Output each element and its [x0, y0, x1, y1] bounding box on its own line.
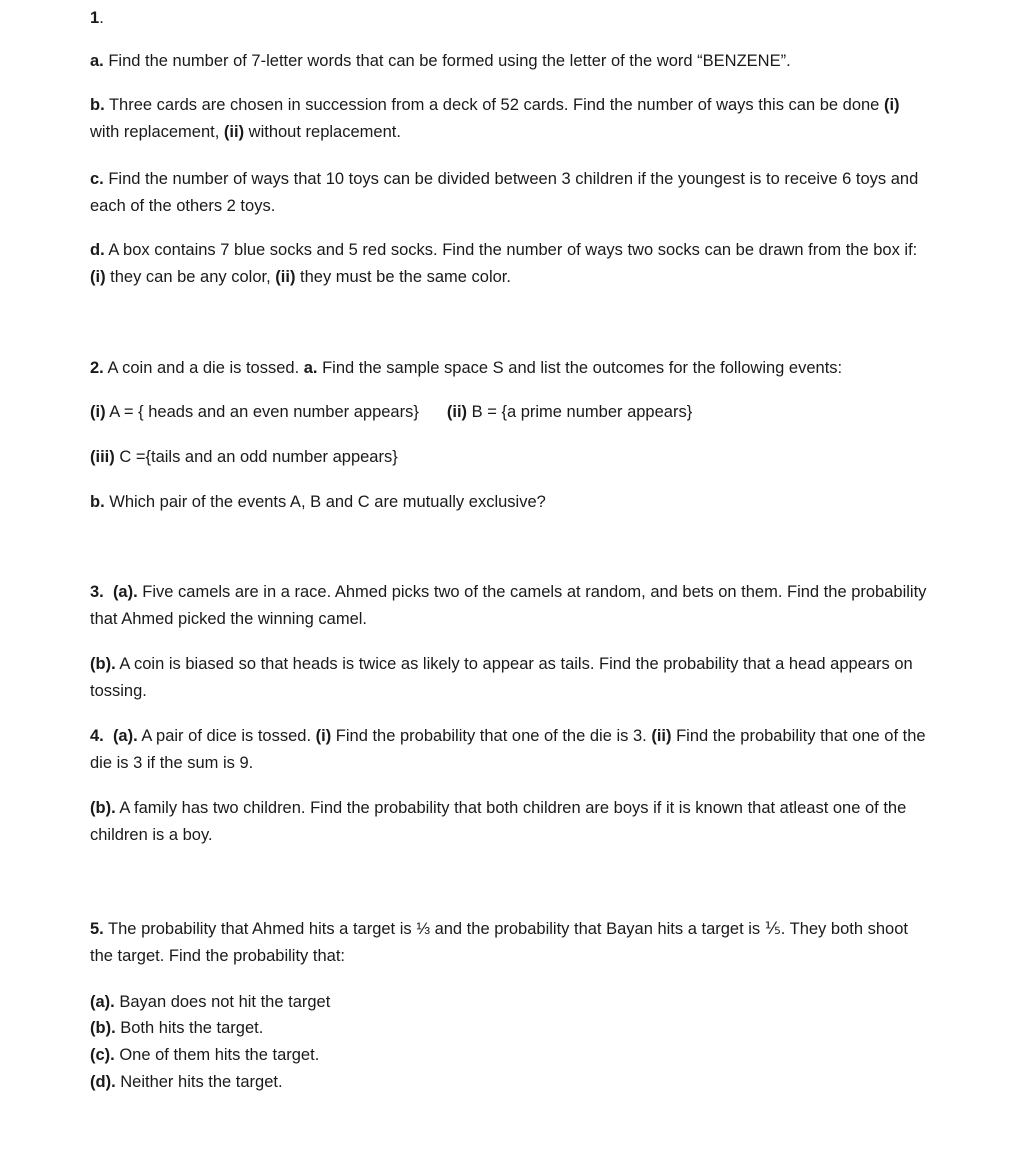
q1b-paragraph: [90, 92, 930, 146]
q5c-text: One of them hits the target.: [114, 1046, 320, 1064]
q5a-text: Bayan does not hit the target: [114, 993, 331, 1011]
q2-text-2: Find the sample space S and list the outcomes for the following events:: [317, 359, 843, 377]
q5b-line: [90, 1015, 930, 1042]
q1b-text-2: with replacement,: [90, 123, 224, 141]
q3-number: 3.: [90, 583, 104, 601]
q4a-text-3: Find the probability that one of the die is 3 if the sum is 9.: [90, 727, 926, 772]
q1d-label: d.: [90, 241, 105, 259]
q2-iii-label: (iii): [90, 448, 115, 466]
q1d-text-1: A box contains 7 blue socks and 5 red socks. Find the number of ways two socks can be drawn from the box if:: [104, 241, 918, 259]
q2-i-label: (i): [90, 403, 106, 421]
q2-paragraph: [90, 355, 930, 382]
q3b-label: (b).: [90, 655, 116, 673]
q5-text: The probability that Ahmed hits a target is ⅓ and the probability that Bayan hits a target is ⅕. They both shoot the target. Find the probability that:: [90, 920, 908, 965]
q5c-label: (c).: [90, 1046, 115, 1064]
q2-events-line: [90, 399, 930, 426]
q2-text-1: A coin and a die is tossed.: [103, 359, 304, 377]
q5b-text: Both hits the target.: [115, 1019, 264, 1037]
q1d-text-3: they must be the same color.: [295, 268, 511, 286]
q4a-paragraph: [90, 723, 930, 777]
q4a-label: (a).: [112, 727, 138, 745]
q2-ii-text: B = {a prime number appears}: [467, 403, 693, 421]
q2-i-text: A = { heads and an even number appears}: [105, 403, 419, 421]
q1a-text: Find the number of 7-letter words that can be formed using the letter of the word “BENZENE”.: [103, 52, 791, 70]
q1-number: 1: [90, 9, 100, 27]
q5a-line: [90, 989, 930, 1016]
q1b-i-label: (i): [883, 96, 900, 114]
q2b-paragraph: [90, 489, 930, 516]
q3b-text: A coin is biased so that heads is twice as likely to appear as tails. Find the probability that a head appears on tossing.: [90, 655, 913, 700]
q1c-label: c.: [90, 170, 104, 188]
q4a-ii-label: (ii): [651, 727, 672, 745]
q5d-text: Neither hits the target.: [115, 1073, 283, 1091]
q4a-text-2: Find the probability that one of the die is 3.: [331, 727, 652, 745]
q1-heading: [90, 5, 930, 32]
q2a-label: a.: [303, 359, 318, 377]
q4b-text: A family has two children. Find the probability that both children are boys if it is known that atleast one of the children is a boy.: [90, 799, 907, 844]
q2b-text: Which pair of the events A, B and C are mutually exclusive?: [104, 493, 546, 511]
q3a-label: (a).: [112, 583, 138, 601]
q5b-label: (b).: [90, 1019, 116, 1037]
q1a-label: a.: [90, 52, 104, 70]
q1c-text: Find the number of ways that 10 toys can be divided between 3 children if the youngest is to receive 6 toys and each of the others 2 toys.: [90, 170, 919, 215]
q1b-label: b.: [90, 96, 105, 114]
q5-number: 5.: [90, 920, 104, 938]
q4b-paragraph: [90, 795, 930, 849]
q2-iii-line: [90, 444, 930, 471]
q4-number: 4.: [90, 727, 104, 745]
q4a-i-label: (i): [315, 727, 332, 745]
q2-number: 2.: [90, 359, 104, 377]
q1d-ii-label: (ii): [275, 268, 296, 286]
q3a-paragraph: [90, 579, 930, 633]
q2b-label: b.: [90, 493, 105, 511]
q1c-paragraph: [90, 166, 930, 220]
q3a-text: Five camels are in a race. Ahmed picks two of the camels at random, and bets on them. Find the probability that Ahmed picked the winning camel.: [90, 583, 927, 628]
q1d-text-2: they can be any color,: [105, 268, 276, 286]
q1-number-dot: .: [99, 9, 104, 27]
q5a-label: (a).: [90, 993, 115, 1011]
q5c-line: [90, 1042, 930, 1069]
q5d-line: [90, 1069, 930, 1096]
q1b-text-3: without replacement.: [244, 123, 401, 141]
q2-iii-text: C ={tails and an odd number appears}: [114, 448, 398, 466]
q4a-text-1: A pair of dice is tossed.: [137, 727, 316, 745]
q3b-paragraph: [90, 651, 930, 705]
q5-paragraph: [90, 916, 930, 970]
q1a-paragraph: [90, 48, 930, 75]
q1d-paragraph: [90, 237, 930, 291]
q1b-ii-label: (ii): [223, 123, 245, 141]
q5d-label: (d).: [90, 1073, 116, 1091]
q4b-label: (b).: [90, 799, 116, 817]
q1b-text-1: Three cards are chosen in succession from a deck of 52 cards. Find the number of ways this can be done: [104, 96, 884, 114]
q2-ii-label: (ii): [446, 403, 468, 421]
q1d-i-label: (i): [90, 268, 106, 286]
